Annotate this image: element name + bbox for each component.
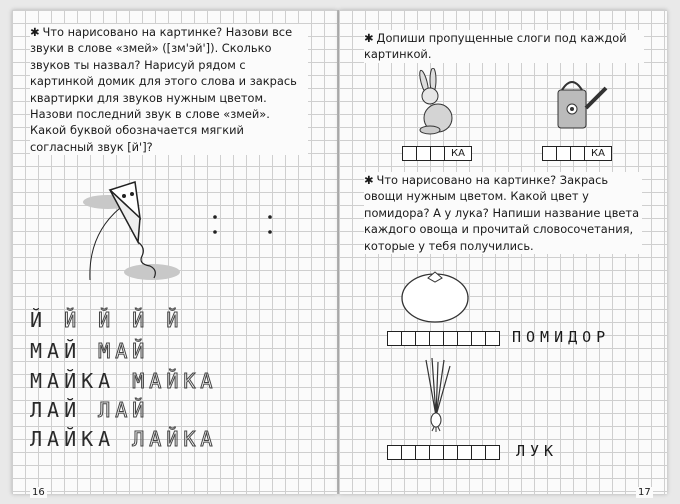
onion-answer-cells[interactable] bbox=[388, 445, 500, 460]
kite-illustration bbox=[80, 180, 195, 285]
syllable-cells-2[interactable]: КА bbox=[543, 146, 612, 161]
right-task1-text bbox=[364, 30, 644, 63]
right-page-number: 17 bbox=[638, 487, 651, 498]
right-task1-body: Допиши пропущенные слоги под каждой картинкой. bbox=[364, 31, 627, 62]
writing-row-3: МАЙКА МАЙКА bbox=[30, 369, 218, 393]
writing-row-2: МАЙ МАЙ bbox=[30, 339, 150, 363]
writing-row-4: ЛАЙ ЛАЙ bbox=[30, 398, 150, 422]
sound-house-dots bbox=[210, 210, 280, 240]
rabbit-illustration bbox=[410, 68, 465, 136]
watering-can-illustration bbox=[552, 72, 612, 134]
writing-row-5: ЛАЙКА ЛАЙКА bbox=[30, 427, 218, 451]
left-page-number: 16 bbox=[32, 487, 45, 498]
left-task-body: Что нарисовано на картинке? Назови все звуки в слове «змей» ([зм'эй']). Сколько звуков ты назвал? Нарисуй рядом с картинкой домик для этого слова и закрась квартирки для звуков нужным цветом. Назови последний звук в слове «змей». Какой буквой обозначается мягкий согласный звук [й']? bbox=[30, 25, 297, 154]
writing-row-1: Й Й Й Й Й bbox=[30, 308, 184, 332]
onion-illustration bbox=[418, 356, 454, 432]
star-icon: ✱ bbox=[364, 173, 374, 187]
left-task-text bbox=[30, 24, 308, 155]
tomato-illustration bbox=[400, 268, 470, 323]
right-task2-text bbox=[364, 172, 642, 254]
word-pomidor: ПОМИДОР bbox=[512, 328, 611, 346]
star-icon: ✱ bbox=[30, 25, 40, 39]
right-task2-body: Что нарисовано на картинке? Закрась овощи нужным цветом. Какой цвет у помидора? А у лука? Напиши название цвета каждого овоща и прочитай словосочетания, которые у тебя получились. bbox=[364, 173, 640, 253]
star-icon: ✱ bbox=[364, 31, 374, 45]
word-luk: ЛУК bbox=[516, 442, 559, 460]
tomato-answer-cells[interactable] bbox=[388, 331, 500, 346]
syllable-cells-1[interactable]: КА bbox=[403, 146, 472, 161]
